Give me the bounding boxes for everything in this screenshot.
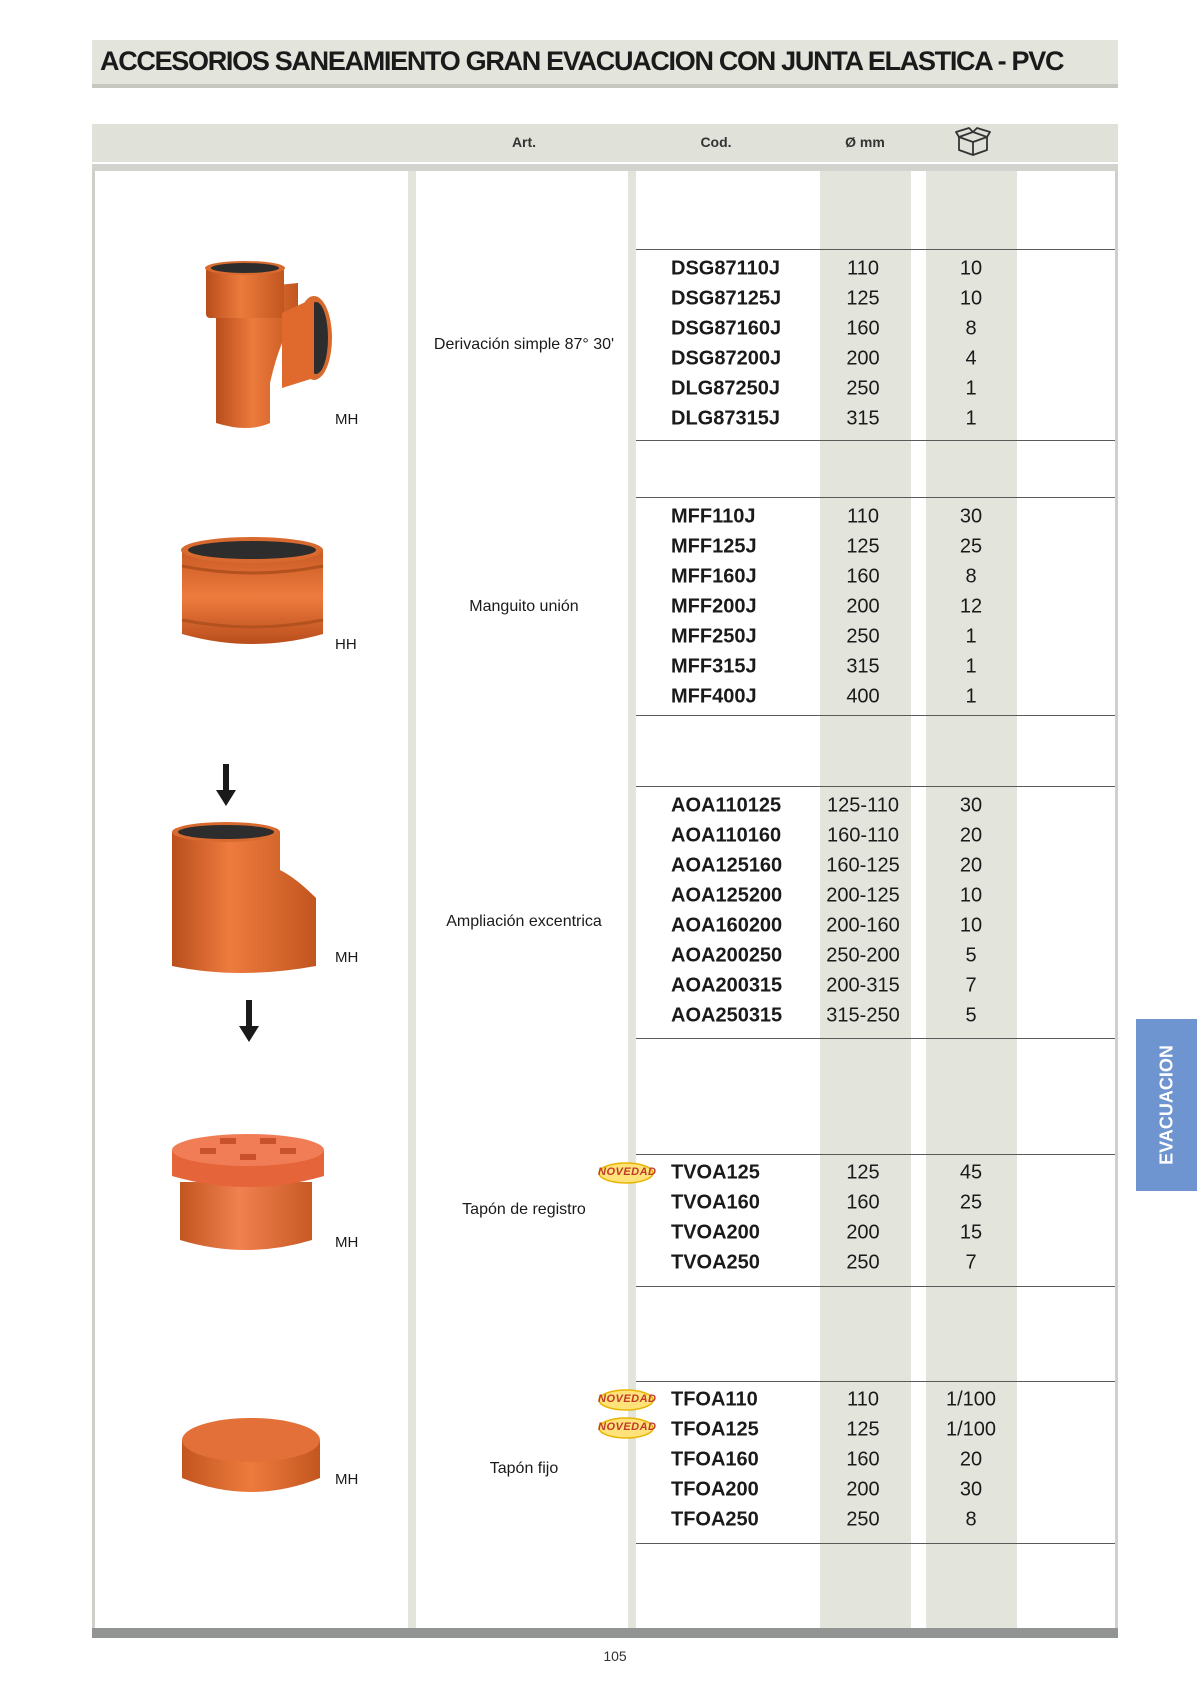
group-bottom-line bbox=[636, 1038, 1115, 1039]
box-quantity: 30 bbox=[959, 794, 983, 817]
box-quantity: 1/100 bbox=[945, 1388, 997, 1411]
product-code: TFOA160 bbox=[671, 1448, 759, 1471]
box-icon bbox=[955, 127, 991, 159]
product-code: TVOA125 bbox=[671, 1161, 760, 1184]
product-code: MFF110J bbox=[671, 505, 756, 528]
page-number: 105 bbox=[603, 1648, 627, 1664]
product-diameter: 125-110 bbox=[827, 794, 899, 817]
novedad-label: NOVEDAD bbox=[598, 1166, 657, 1178]
box-quantity: 20 bbox=[959, 854, 983, 877]
header-underline bbox=[92, 164, 1118, 171]
product-diameter: 110 bbox=[847, 505, 879, 528]
connection-type-label: MH bbox=[335, 411, 359, 428]
product-code: MFF315J bbox=[671, 655, 757, 678]
group-top-line bbox=[636, 1381, 1115, 1382]
product-code: AOA200315 bbox=[671, 974, 783, 997]
tapon-registro-image bbox=[170, 1132, 326, 1256]
box-quantity: 5 bbox=[965, 1004, 977, 1027]
article-name: Ampliación excentrica bbox=[446, 913, 602, 930]
title-bar bbox=[92, 40, 1118, 88]
product-diameter: 160-110 bbox=[827, 824, 899, 847]
header-cod: Cod. bbox=[700, 134, 732, 150]
product-diameter: 200-160 bbox=[826, 914, 900, 937]
product-code: AOA160200 bbox=[671, 914, 783, 937]
product-code: TVOA160 bbox=[671, 1191, 760, 1214]
product-code: AOA110125 bbox=[671, 794, 782, 817]
group-top-line bbox=[636, 1154, 1115, 1155]
product-code: TFOA110 bbox=[671, 1388, 758, 1411]
product-code: DLG87315J bbox=[671, 407, 780, 430]
ampliacion-excentrica-image bbox=[170, 820, 318, 976]
box-quantity: 1 bbox=[965, 655, 977, 678]
product-code: TFOA125 bbox=[671, 1418, 759, 1441]
box-quantity: 30 bbox=[959, 505, 983, 528]
connection-type-label: MH bbox=[335, 1471, 359, 1488]
box-quantity: 10 bbox=[959, 884, 983, 907]
product-diameter: 160 bbox=[846, 1191, 880, 1214]
article-name: Derivación simple 87° 30' bbox=[433, 336, 615, 353]
product-code: TFOA200 bbox=[671, 1478, 759, 1501]
product-code: AOA125160 bbox=[671, 854, 783, 877]
product-diameter: 250 bbox=[846, 625, 880, 648]
group-top-line bbox=[636, 497, 1115, 498]
connection-type-label: MH bbox=[335, 1234, 359, 1251]
product-code: DSG87160J bbox=[671, 317, 782, 340]
product-diameter: 200 bbox=[846, 1221, 880, 1244]
manguito-union-image bbox=[180, 536, 325, 651]
product-code: AOA125200 bbox=[671, 884, 783, 907]
product-code: DLG87250J bbox=[671, 377, 780, 400]
product-diameter: 110 bbox=[847, 257, 879, 280]
product-code: AOA110160 bbox=[671, 824, 782, 847]
product-diameter: 125 bbox=[846, 1161, 880, 1184]
box-quantity: 15 bbox=[959, 1221, 983, 1244]
article-name: Manguito unión bbox=[469, 598, 579, 615]
product-diameter: 250 bbox=[846, 1251, 880, 1274]
table-bottom-bar bbox=[92, 1628, 1118, 1638]
product-code: MFF160J bbox=[671, 565, 757, 588]
novedad-label: NOVEDAD bbox=[598, 1393, 657, 1405]
product-code: TVOA250 bbox=[671, 1251, 760, 1274]
group-bottom-line bbox=[636, 1543, 1115, 1544]
frame-left bbox=[92, 171, 95, 1631]
box-quantity: 4 bbox=[965, 347, 977, 370]
product-diameter: 160 bbox=[846, 317, 880, 340]
novedad-badge bbox=[598, 1417, 657, 1439]
product-diameter: 160 bbox=[846, 1448, 880, 1471]
box-quantity: 7 bbox=[965, 974, 977, 997]
product-diameter: 250 bbox=[846, 1508, 880, 1531]
product-code: TFOA250 bbox=[671, 1508, 759, 1531]
product-diameter: 400 bbox=[846, 685, 880, 708]
page-title: ACCESORIOS SANEAMIENTO GRAN EVACUACION CON JUNTA ELASTICA - PVC bbox=[100, 46, 1064, 76]
column-divider bbox=[628, 171, 636, 1631]
group-bottom-line bbox=[636, 440, 1115, 441]
product-diameter: 200 bbox=[846, 347, 880, 370]
product-diameter: 315-250 bbox=[826, 1004, 900, 1027]
box-quantity: 5 bbox=[965, 944, 977, 967]
box-quantity: 45 bbox=[959, 1161, 983, 1184]
product-diameter: 110 bbox=[847, 1388, 879, 1411]
novedad-badge bbox=[598, 1389, 657, 1411]
group-top-line bbox=[636, 249, 1115, 250]
arrow-down-icon bbox=[214, 764, 238, 806]
product-code: DSG87200J bbox=[671, 347, 782, 370]
frame-right bbox=[1115, 171, 1118, 1631]
box-quantity: 1/100 bbox=[945, 1418, 997, 1441]
box-quantity: 20 bbox=[959, 1448, 983, 1471]
product-code: MFF125J bbox=[671, 535, 757, 558]
derivacion-simple-image bbox=[198, 258, 338, 430]
group-top-line bbox=[636, 786, 1115, 787]
novedad-label: NOVEDAD bbox=[598, 1421, 657, 1433]
box-quantity: 1 bbox=[965, 685, 977, 708]
box-quantity: 8 bbox=[965, 1508, 977, 1531]
product-code: AOA200250 bbox=[671, 944, 783, 967]
product-diameter: 125 bbox=[846, 287, 880, 310]
product-code: AOA250315 bbox=[671, 1004, 783, 1027]
product-code: DSG87125J bbox=[671, 287, 782, 310]
connection-type-label: MH bbox=[335, 949, 359, 966]
product-code: MFF200J bbox=[671, 595, 757, 618]
box-quantity: 10 bbox=[959, 914, 983, 937]
column-divider bbox=[408, 171, 416, 1631]
box-quantity: 10 bbox=[959, 287, 983, 310]
arrow-down-icon bbox=[237, 1000, 261, 1042]
product-diameter: 315 bbox=[846, 407, 880, 430]
article-name: Tapón fijo bbox=[489, 1460, 559, 1477]
box-quantity: 25 bbox=[959, 1191, 983, 1214]
product-diameter: 125 bbox=[846, 1418, 880, 1441]
tapon-fijo-image bbox=[180, 1416, 322, 1500]
product-diameter: 250-200 bbox=[826, 944, 900, 967]
product-diameter: 200-125 bbox=[826, 884, 900, 907]
product-diameter: 160 bbox=[846, 565, 880, 588]
box-quantity: 30 bbox=[959, 1478, 983, 1501]
product-code: MFF400J bbox=[671, 685, 757, 708]
box-quantity: 1 bbox=[965, 377, 977, 400]
connection-type-label: HH bbox=[335, 636, 357, 653]
group-bottom-line bbox=[636, 1286, 1115, 1287]
box-quantity: 1 bbox=[965, 625, 977, 648]
box-quantity: 10 bbox=[959, 257, 983, 280]
section-tab[interactable] bbox=[1136, 1019, 1197, 1191]
product-code: DSG87110J bbox=[671, 257, 780, 280]
product-code: TVOA200 bbox=[671, 1221, 760, 1244]
product-diameter: 315 bbox=[846, 655, 880, 678]
header-art: Art. bbox=[511, 134, 537, 150]
box-quantity: 20 bbox=[959, 824, 983, 847]
header-diameter: Ø mm bbox=[845, 134, 885, 150]
article-name: Tapón de registro bbox=[462, 1201, 586, 1218]
product-diameter: 125 bbox=[846, 535, 880, 558]
product-diameter: 200-315 bbox=[826, 974, 900, 997]
product-diameter: 250 bbox=[846, 377, 880, 400]
product-diameter: 200 bbox=[846, 1478, 880, 1501]
product-diameter: 200 bbox=[846, 595, 880, 618]
box-quantity: 12 bbox=[959, 595, 983, 618]
section-tab-label: EVACUACION bbox=[1156, 1045, 1176, 1165]
novedad-badge bbox=[598, 1162, 657, 1184]
box-quantity: 8 bbox=[965, 317, 977, 340]
group-bottom-line bbox=[636, 715, 1115, 716]
product-diameter: 160-125 bbox=[826, 854, 900, 877]
box-quantity: 8 bbox=[965, 565, 977, 588]
product-code: MFF250J bbox=[671, 625, 757, 648]
box-quantity: 25 bbox=[959, 535, 983, 558]
box-quantity: 7 bbox=[965, 1251, 977, 1274]
box-quantity: 1 bbox=[965, 407, 977, 430]
